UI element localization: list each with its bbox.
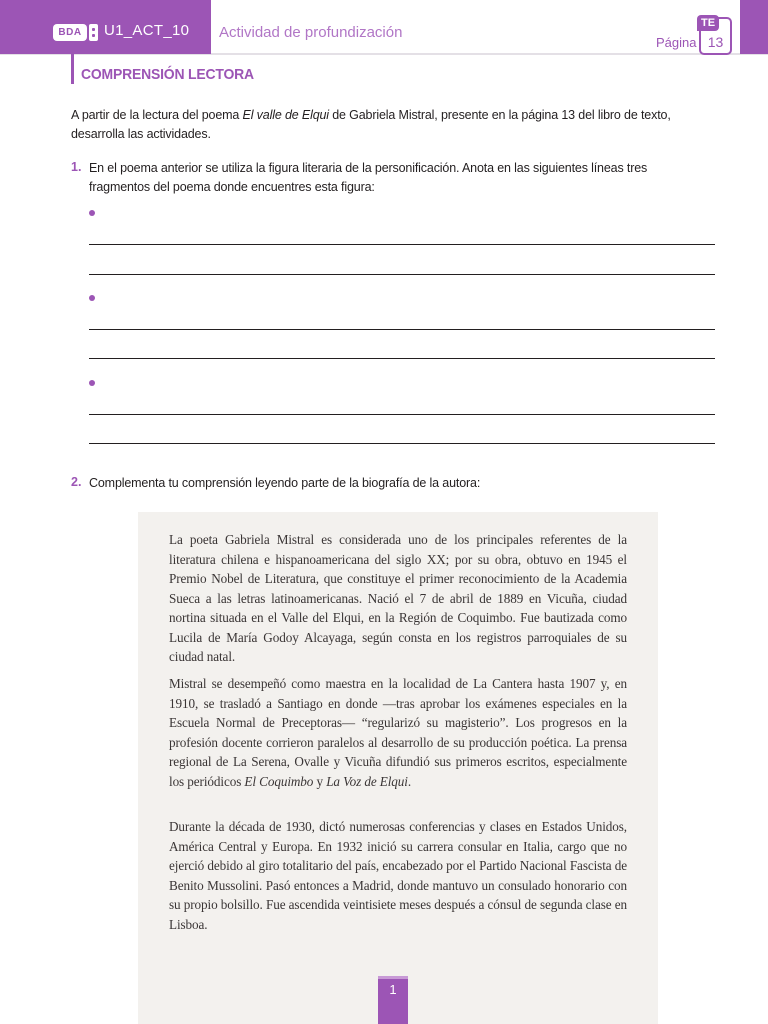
answer-bullet-3: [89, 380, 95, 386]
answer-bullet-1: [89, 210, 95, 216]
biography-text: Mistral se desempeñó como maestra en la localidad de La Cantera hasta 1907 y, en 1910, se trasladó a Santiago en donde —tras aprobar los exámenes especiales en la Escuela Normal de Preceptoras— “regularizó su magisterio”. Los progresos en la profesión docente corrieron paralelos al desarrollo de su producción poética. La prensa regional de La Serena, Ovalle y Vicuña difundió sus primeros escritos, especialmente los periódicos: [169, 676, 627, 789]
textbook-page-number: 13: [707, 34, 724, 50]
page-label: Página: [656, 35, 697, 50]
biography-paragraph-3: Durante la década de 1930, dictó numerosas conferencias y clases en Estados Unidos, América Central y Europa. En 1932 inició su carrera consular en Italia, cargo que no ejerció debido al giro totalitario del país, encabezado por el Partido Nacional Fascista de Benito Mussolini. Pasó entonces a Madrid, donde mantuvo un consulado honorario con su propio bolsillo. Fue ascendida veintisiete meses después a cónsul de segunda clase en Lisboa.: [169, 819, 627, 932]
newspaper-title: El Coquimbo: [244, 773, 314, 789]
answer-line[interactable]: [89, 443, 715, 444]
poem-title: El valle de Elqui: [242, 108, 329, 122]
section-title: COMPRENSIÓN LECTORA: [81, 66, 254, 83]
answer-line[interactable]: [89, 414, 715, 415]
te-tag: TE: [697, 15, 719, 31]
newspaper-title: La Voz de Elqui: [326, 773, 408, 789]
biography-text: .: [407, 773, 412, 789]
question-2-number: 2.: [71, 475, 82, 489]
page-number: 1: [389, 982, 397, 997]
question-2-text: Complementa tu comprensión leyendo parte de la biografía de la autora:: [89, 476, 481, 490]
device-icon: [89, 24, 98, 41]
header-accent-strip: [740, 0, 768, 54]
answer-line[interactable]: [89, 358, 715, 359]
answer-line[interactable]: [89, 329, 715, 330]
question-1-number: 1.: [71, 160, 82, 174]
activity-title: Actividad de profundización: [219, 24, 403, 41]
answer-bullet-2: [89, 295, 95, 301]
page-tab-highlight: [378, 976, 408, 979]
biography-text: y: [313, 773, 327, 789]
answer-line[interactable]: [89, 274, 715, 275]
question-1-text: En el poema anterior se utiliza la figura literaria de la personificación. Anota en las siguientes líneas tres fragmentos del poema donde encuentres esta figura:: [89, 161, 648, 194]
biography-paragraph-1: La poeta Gabriela Mistral es considerada uno de los principales referentes de la literatura chilena e hispanoamericana del siglo XX; por su obra, obtuvo en 1945 el Premio Nobel de Literatura, que constituye el primer reconocimiento de la Academia Sueca a las letras latinoamericanas. Nació el 7 de abril de 1889 en Vicuña, ciudad nortina situada en el Valle del Elqui, en la Región de Coquimbo. Fue bautizada como Lucila de María Godoy Alcayaga, según consta en los registros parroquiales de su ciudad natal.: [169, 532, 627, 664]
answer-line[interactable]: [89, 244, 715, 245]
bda-badge: BDA: [53, 24, 87, 41]
intro-paragraph: [71, 106, 711, 144]
biography-paragraph-2: [169, 674, 627, 791]
intro-text-end: de Gabriela Mistral, presente en la página 13 del libro de texto, desarrolla las actividades.: [71, 108, 671, 141]
section-marker: [71, 54, 74, 84]
activity-code: U1_ACT_10: [104, 22, 190, 39]
intro-text: A partir de la lectura del poema: [71, 108, 243, 122]
